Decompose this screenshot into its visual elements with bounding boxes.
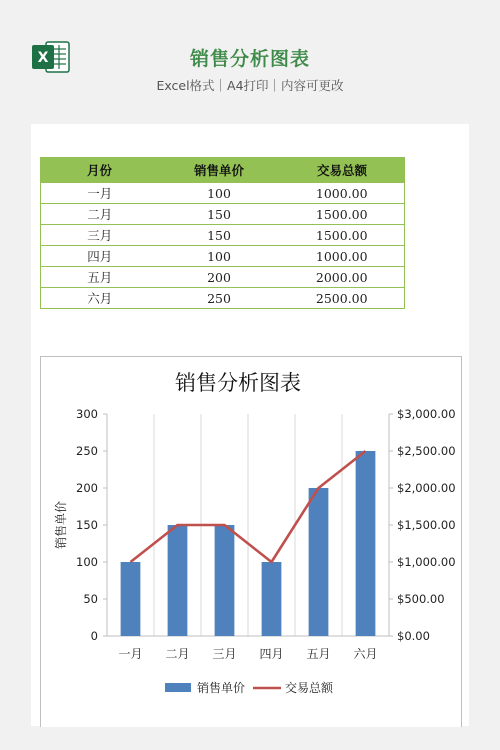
y-tick-label: 150 [76, 518, 98, 532]
chart-title: 销售分析图表 [175, 371, 301, 395]
header-month: 月份 [41, 158, 159, 183]
cell-price: 250 [159, 288, 280, 309]
cell-total: 1000.00 [280, 183, 405, 204]
cell-total: 1500.00 [280, 225, 405, 246]
x-tick-label: 四月 [259, 647, 284, 661]
header-total: 交易总额 [280, 158, 405, 183]
cell-price: 200 [159, 267, 280, 288]
bar [121, 562, 141, 636]
table-row [41, 267, 405, 288]
y2-tick-label: $1,500.00 [397, 518, 456, 532]
combo-chart [41, 357, 461, 727]
cell-month: 一月 [41, 183, 159, 204]
y2-tick-label: $2,500.00 [397, 444, 456, 458]
table-row [41, 288, 405, 309]
cell-month: 三月 [41, 225, 159, 246]
table-header-row [41, 158, 405, 183]
cell-price: 150 [159, 204, 280, 225]
header-price: 销售单价 [159, 158, 280, 183]
cell-month: 四月 [41, 246, 159, 267]
cell-month: 五月 [41, 267, 159, 288]
x-tick-label: 二月 [165, 647, 190, 661]
table-row [41, 225, 405, 246]
y2-tick-label: $2,000.00 [397, 481, 456, 495]
table-row [41, 204, 405, 225]
x-tick-label: 五月 [306, 647, 331, 661]
cell-total: 1000.00 [280, 246, 405, 267]
cell-total: 2000.00 [280, 267, 405, 288]
table-row [41, 246, 405, 267]
x-tick-label: 一月 [118, 647, 143, 661]
y-tick-label: 250 [76, 444, 98, 458]
bar [168, 525, 188, 636]
legend-bar-swatch [165, 683, 191, 692]
bar [262, 562, 282, 636]
cell-price: 100 [159, 183, 280, 204]
y-tick-label: 0 [90, 629, 98, 643]
cell-total: 1500.00 [280, 204, 405, 225]
cell-price: 150 [159, 225, 280, 246]
x-tick-label: 三月 [212, 647, 237, 661]
y2-tick-label: $3,000.00 [397, 407, 456, 421]
sales-table [40, 157, 405, 309]
page-title: 销售分析图表 [189, 48, 310, 70]
y-axis-label: 销售单价 [54, 500, 68, 550]
page-subtitle: Excel格式｜A4打印｜内容可更改 [156, 78, 344, 93]
cell-month: 二月 [41, 204, 159, 225]
bar [309, 488, 329, 636]
bar [215, 525, 235, 636]
cell-month: 六月 [41, 288, 159, 309]
legend-bar-label: 销售单价 [197, 681, 246, 695]
cell-total: 2500.00 [280, 288, 405, 309]
y-tick-label: 50 [83, 592, 98, 606]
x-tick-label: 六月 [353, 647, 378, 661]
y2-tick-label: $1,000.00 [397, 555, 456, 569]
y-tick-label: 300 [76, 407, 98, 421]
y2-tick-label: $0.00 [397, 629, 430, 643]
y2-tick-label: $500.00 [397, 592, 445, 606]
bar [356, 451, 376, 636]
table-row [41, 183, 405, 204]
sheet-preview [31, 124, 469, 726]
legend-line-label: 交易总额 [285, 681, 334, 695]
excel-logo-letter: X [37, 50, 49, 66]
y-tick-label: 200 [76, 481, 98, 495]
y-tick-label: 100 [76, 555, 98, 569]
cell-price: 100 [159, 246, 280, 267]
chart-area [40, 356, 462, 727]
